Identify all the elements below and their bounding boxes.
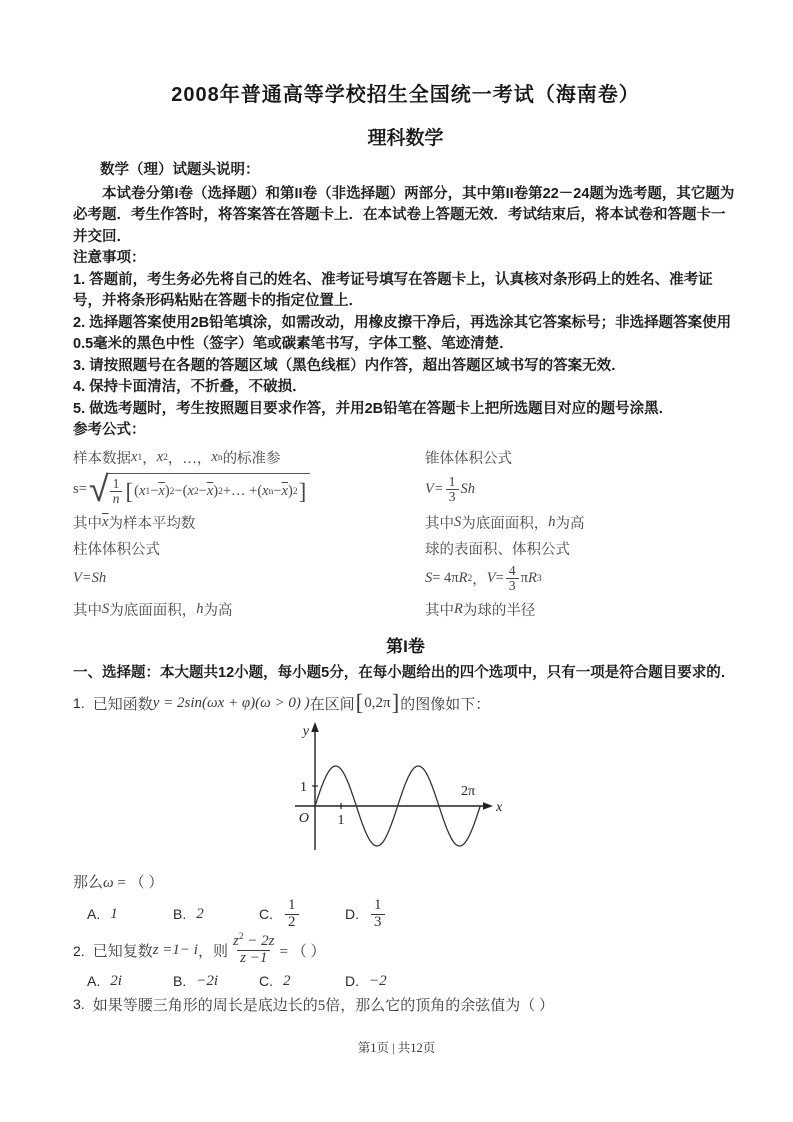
q1-graph — [285, 718, 505, 863]
cylinder-note: 其中 S 为底面面积， h 为高 — [73, 600, 233, 619]
page-footer: 第1页 | 共12页 — [357, 1041, 436, 1055]
x-axis-label: x — [496, 799, 503, 815]
option-d: D. −2 — [345, 972, 387, 990]
option-a: A. 1 — [87, 905, 118, 923]
notice-title: 注意事项： — [73, 250, 146, 266]
question-number: 3. — [73, 996, 85, 1013]
page-title: 2008年普通高等学校招生全国统一考试（海南卷） — [171, 84, 640, 106]
option-b: B. 2 — [173, 905, 204, 923]
notice-list — [73, 270, 738, 421]
page-subtitle: 理科数学 — [367, 128, 444, 149]
exam-head-note: 数学（理）试题头说明： — [100, 162, 260, 178]
origin-label: O — [298, 810, 309, 826]
option-d: D. $\frac{1}{3}$ — [345, 898, 431, 931]
option-c: C. 2 — [259, 972, 291, 990]
question-number: 1. — [73, 695, 85, 712]
section1-instruction: 一、选择题：本大题共12小题，每小题5分，在每小题给出的四个选项中，只有一项是符合题目要求的． — [73, 665, 736, 682]
question-1: 1. 已知函数 y = 2sin(ωx + φ)(ω > 0) ) 在区间 [ 0,2π ] 的图像如下： — [73, 690, 491, 716]
cylinder-volume-formula: V= Sh — [73, 570, 107, 587]
option-c: C. $\frac{1}{2}$ — [259, 898, 345, 931]
q1-graph-svg — [285, 718, 505, 858]
option-a: A. 2i — [87, 972, 122, 990]
y-axis-label: y — [302, 723, 309, 739]
sphere-title: 球的表面积、体积公式 — [425, 541, 570, 558]
notice-item: 1. 答题前，考生务必先将自己的姓名、准考证号填写在答题卡上，认真核对条形码上的姓名、准考证号，并将条形码粘贴在答题卡的指定位置上． — [73, 271, 713, 309]
cone-volume-formula: V= $\frac{1}{3}$ Sh — [425, 474, 476, 505]
q2-options — [73, 973, 738, 990]
notice-item: 4. 保持卡面清洁，不折叠，不破损． — [73, 379, 307, 395]
sphere-formulas: S = 4π R 2 ， V = $\frac{4}{3}$ π R 3 — [425, 562, 542, 594]
x-end-label: 2π — [460, 783, 476, 799]
sample-data-line: 样本数据 x 1 ， x 2 ，…， x n 的标准参 — [73, 449, 281, 467]
cone-volume-title: 锥体体积公式 — [425, 451, 512, 467]
question-number: 2. — [73, 942, 85, 959]
y-tick-label: 1 — [300, 779, 307, 795]
x-tick-label: 1 — [337, 812, 345, 828]
y-axis-arrow-icon — [311, 722, 319, 732]
mean-note: 其中 $\overline{x}$ 为样本平均数 — [73, 513, 196, 532]
notice-item: 2. 选择题答案使用2B铅笔填涂，如需改动，用橡皮擦干净后，再选涂其它答案标号；非选择题答案使用0.5毫米的黑色中性（签字）笔或碳素笔书写，字体工整、笔迹清楚． — [73, 314, 732, 352]
q1-options — [73, 898, 738, 931]
notice-item: 3. 请按照题号在各题的答题区域（黑色线框）内作答，超出答题区域书写的答案无效． — [73, 357, 626, 374]
stddev-formula: s= √ $\frac{1}{n}$ [ ( x 1 − $\overline{x}$ ) 2 − ( x 2 − $\overline{x}$ ) 2 +… + ( x n − $\overline{x}$ ) 2 ] — [73, 471, 425, 510]
section1-title: 第I卷 — [386, 637, 425, 657]
cylinder-volume-title: 柱体体积公式 — [73, 541, 160, 558]
sphere-note: 其中 R 为球的半径 — [425, 600, 536, 619]
intro-paragraph: 本试卷分第I卷（选择题）和第II卷（非选择题）两部分，其中第II卷第22－24题为选考题，其它题为必考题．考生作答时，将答案答在答题卡上．在本试卷上答题无效．考试结束后，将本试卷和答题卡一并交回． — [73, 185, 735, 245]
reference-formulas-title: 参考公式： — [73, 422, 146, 438]
question-2: 2. 已知复数 z =1− i ，则 $\frac{z^2 - 2z}{z -1}$ = （ ） — [73, 932, 326, 967]
option-b: B. −2i — [173, 972, 219, 990]
notice-item: 5. 做选考题时，考生按照题目要求作答，并用2B铅笔在答题卡上把所选题目对应的题号涂黑． — [73, 400, 674, 417]
reference-formulas — [73, 445, 738, 623]
cone-note: 其中 S 为底面面积， h 为高 — [425, 513, 585, 532]
x-axis-arrow-icon — [483, 802, 493, 810]
q1-stem2: 那么ω = （ ） — [73, 874, 164, 891]
question-3: 3. 如果等腰三角形的周长是底边长的5倍，那么它的顶角的余弦值为（ ） — [73, 996, 554, 1014]
